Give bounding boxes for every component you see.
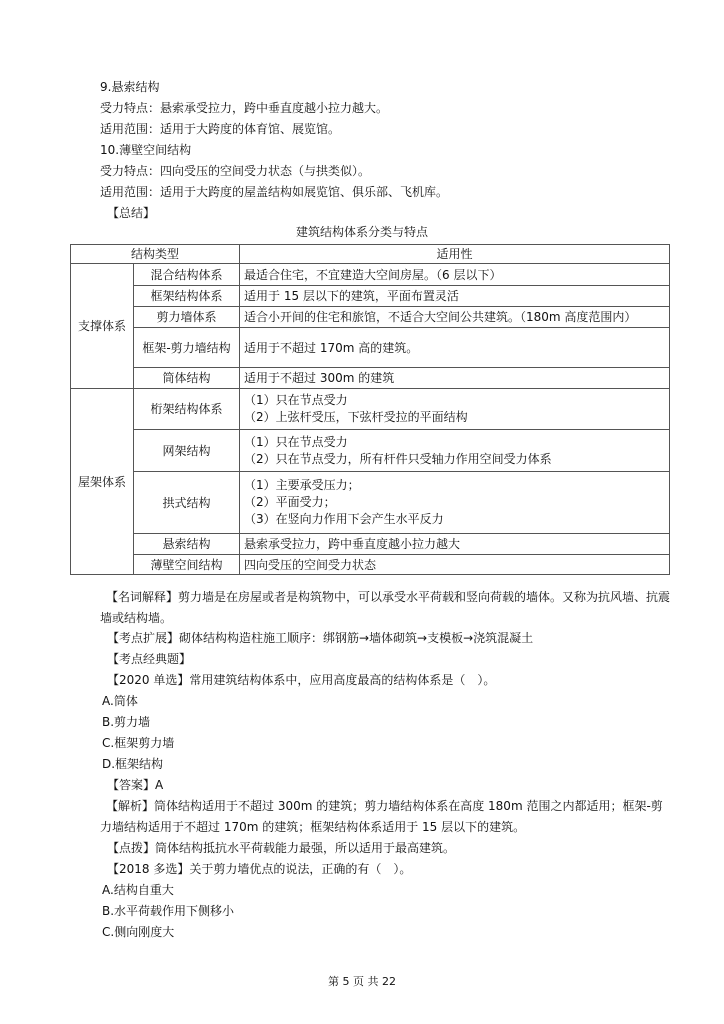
- applicability-cell: 适用于 15 层以下的建筑，平面布置灵活: [240, 286, 670, 307]
- applicability-line: （1）只在节点受力: [244, 393, 348, 407]
- option-c: C.框架剪力墙: [102, 736, 175, 750]
- table-row: [71, 368, 670, 389]
- text-force-feature: 受力特点：四向受压的空间受力状态（与拱类似）。: [100, 164, 371, 178]
- option-c: C.侧向刚度大: [102, 925, 175, 939]
- text-force-feature: 受力特点：悬索承受拉力，跨中垂直度越小拉力越大。: [100, 101, 389, 115]
- applicability-cell: [240, 389, 670, 430]
- structure-type-cell: 悬索结构: [134, 534, 240, 555]
- structure-type-cell: 框架-剪力墙结构: [134, 328, 240, 368]
- exam-point-extension: 【考点扩展】砌体结构构造柱施工顺序：绑钢筋→墙体砌筑→支模板→浇筑混凝土: [107, 631, 534, 645]
- applicability-line: （2）平面受力；: [244, 495, 336, 509]
- structure-type-cell: 网架结构: [134, 430, 240, 472]
- question-stem: 【2020 单选】常用建筑结构体系中，应用高度最高的结构体系是（ ）。: [107, 673, 496, 687]
- text-application-range: 适用范围：适用于大跨度的体育馆、展览馆。: [100, 122, 341, 136]
- applicability-line: （2）只在节点受力，所有杆件只受轴力作用空间受力体系: [244, 451, 552, 466]
- option-b: B.剪力墙: [102, 715, 151, 729]
- page-footer: 第 5 页 共 22: [328, 975, 396, 988]
- analysis: 【解析】筒体结构适用于不超过 300m 的建筑；剪力墙结构体系在高度 180m 范围之内都适用；框架-剪力墙结构适用于不超过 170m 的建筑；框架结构体系适用于 15 层以下的建筑。: [100, 799, 663, 834]
- structure-type-cell: 剪力墙体系: [134, 307, 240, 328]
- term-explanation: 【名词解释】剪力墙是在房屋或者是构筑物中，可以承受水平荷载和竖向荷载的墙体。又称为抗风墙、抗震墙或结构墙。: [100, 590, 671, 625]
- applicability-cell: 适用于不超过 170m 高的建筑。: [240, 328, 670, 368]
- table-row: [71, 472, 670, 534]
- applicability-cell: 适合小开间的住宅和旅馆，不适合大空间公共建筑。（180m 高度范围内）: [240, 307, 670, 328]
- table-header-row: [71, 245, 670, 264]
- heading-thin-shell-structure: 10.薄壁空间结构: [100, 143, 192, 157]
- group-roof-system: 屋架体系: [71, 389, 134, 575]
- header-structure-type: 结构类型: [71, 245, 240, 264]
- applicability-line: （1）主要承受压力；: [244, 478, 360, 492]
- structure-type-cell: 筒体结构: [134, 368, 240, 389]
- table-row: [71, 534, 670, 555]
- structure-type-cell: 拱式结构: [134, 472, 240, 534]
- applicability-cell: 悬索承受拉力，跨中垂直度越小拉力越大: [240, 534, 670, 555]
- option-b: B.水平荷载作用下侧移小: [102, 904, 235, 918]
- table-title: 建筑结构体系分类与特点: [295, 225, 428, 239]
- applicability-cell: 四向受压的空间受力状态: [240, 555, 670, 575]
- option-d: D.框架结构: [102, 757, 164, 771]
- table-row: [71, 307, 670, 328]
- structure-type-cell: 混合结构体系: [134, 264, 240, 286]
- tip: 【点拨】筒体结构抵抗水平荷载能力最强，所以适用于最高建筑。: [107, 841, 456, 855]
- text-application-range: 适用范围：适用于大跨度的屋盖结构如展览馆、俱乐部、飞机库。: [100, 185, 449, 199]
- option-a: A.筒体: [102, 694, 138, 708]
- structure-type-cell: 薄壁空间结构: [134, 555, 240, 575]
- question-stem: 【2018 多选】关于剪力墙优点的说法，正确的有（ ）。: [107, 862, 412, 876]
- structure-system-table: [70, 244, 670, 575]
- applicability-line: （1）只在节点受力: [244, 434, 348, 449]
- structure-type-cell: 框架结构体系: [134, 286, 240, 307]
- applicability-cell: [240, 430, 670, 472]
- table-row: [71, 264, 670, 286]
- table-row: [71, 286, 670, 307]
- answer: 【答案】A: [107, 778, 164, 792]
- option-a: A.结构自重大: [102, 883, 174, 897]
- heading-suspension-structure: 9.悬索结构: [100, 80, 160, 94]
- applicability-line: （3）在竖向力作用下会产生水平反力: [244, 512, 444, 526]
- applicability-cell: 最适合住宅，不宜建造大空间房屋。（6 层以下）: [240, 264, 670, 286]
- table-row: [71, 389, 670, 430]
- table-row: [71, 328, 670, 368]
- header-applicability: 适用性: [240, 245, 670, 264]
- table-row: [71, 555, 670, 575]
- table-row: [71, 430, 670, 472]
- applicability-cell: 适用于不超过 300m 的建筑: [240, 368, 670, 389]
- group-support-system: 支撑体系: [71, 264, 134, 389]
- structure-type-cell: 桁架结构体系: [134, 389, 240, 430]
- summary-tag: 【总结】: [107, 206, 156, 220]
- applicability-line: （2）上弦杆受压，下弦杆受拉的平面结构: [244, 410, 468, 424]
- applicability-cell: [240, 472, 670, 534]
- classic-question-tag: 【考点经典题】: [107, 652, 192, 666]
